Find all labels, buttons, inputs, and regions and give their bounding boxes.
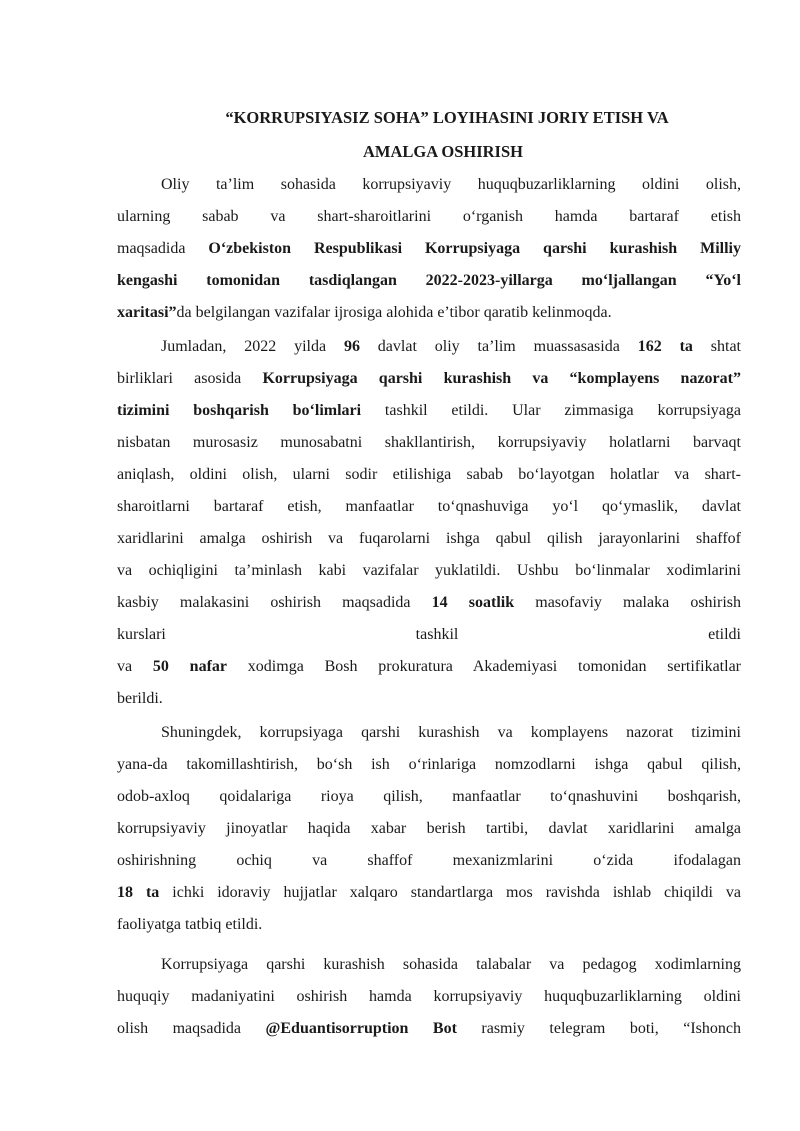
paragraph-line — [117, 561, 741, 581]
bold-text-run: @Eduantisorruption Bot — [265, 1020, 457, 1037]
bold-text-run: 96 — [343, 338, 360, 355]
paragraph-line — [161, 723, 741, 743]
paragraph-line — [117, 657, 741, 677]
text-run: odob-axloq qoidalariga rioya qilish, manfaatlar to‘qnashuvini boshqarish, — [117, 788, 741, 805]
document-title-line-2: AMALGA OSHIRISH — [363, 142, 523, 161]
paragraph-line — [117, 883, 741, 903]
text-run: Shuningdek, korrupsiyaga qarshi kurashish va komplayens nazorat tizimini — [161, 724, 741, 741]
text-run: va ochiqligini ta’minlash kabi vazifalar yuklatildi. Ushbu bo‘linmalar xodimlarini — [117, 562, 741, 579]
text-run: oshirishning ochiq va shaffof mexanizmlarini o‘zida ifodalagan — [117, 852, 741, 869]
text-run: Oliy ta’lim sohasida korrupsiyaviy huquqbuzarliklarning oldini olish, — [161, 176, 741, 193]
paragraph-line — [161, 175, 741, 195]
document-title-line-1: “KORRUPSIYASIZ SOHA” LOYIHASINI JORIY ETISH VA — [225, 108, 669, 127]
text-run: nisbatan murosasiz munosabatni shakllantirish, korrupsiyaviy holatlarni barvaqt — [117, 434, 741, 451]
paragraph-line — [117, 819, 741, 839]
text-run: xodimga Bosh prokuratura Akademiyasi tomonidan sertifikatlar — [227, 658, 741, 675]
paragraph-line — [117, 271, 741, 291]
bold-text-run: Korrupsiyaga qarshi kurashish va “komplayens nazorat” — [262, 370, 741, 387]
text-run: sharoitlarni bartaraf etish, manfaatlar to‘qnashuviga yo‘l qo‘ymaslik, davlat — [117, 498, 741, 515]
text-run: korrupsiyaviy jinoyatlar haqida xabar berish tartibi, davlat xaridlarini amalga — [117, 820, 741, 837]
text-run: maqsadida — [117, 240, 209, 257]
paragraph-line — [117, 465, 741, 485]
text-run: huquqiy madaniyatini oshirish hamda korrupsiyaviy huquqbuzarliklarning oldini — [117, 988, 741, 1005]
paragraph-line — [117, 987, 741, 1007]
text-run: da belgilangan vazifalar ijrosiga alohida e’tibor qaratib kelinmoqda. — [176, 304, 612, 321]
paragraph-line — [117, 303, 741, 323]
bold-text-run: xaritasi” — [117, 304, 177, 321]
text-run: kasbiy malakasini oshirish maqsadida — [117, 594, 432, 611]
paragraph-line — [161, 955, 741, 975]
text-run: va — [117, 658, 153, 675]
bold-text-run: tizimini boshqarish bo‘limlari — [117, 402, 362, 419]
bold-text-run: kengashi tomonidan tasdiqlangan 2022-2023-yillarga mo‘ljallangan “Yo‘l — [117, 272, 741, 289]
text-run: tashkil etildi. Ular zimmasiga korrupsiyaga — [361, 402, 742, 419]
text-run: faoliyatga tatbiq etildi. — [117, 916, 263, 933]
paragraph-line — [117, 401, 741, 421]
bold-text-run: 14 soatlik — [431, 594, 515, 611]
paragraph-line — [117, 239, 741, 259]
text-run: aniqlash, oldini olish, ularni sodir etilishiga sabab bo‘layotgan holatlar va shart- — [117, 466, 741, 483]
paragraph-line — [117, 529, 741, 549]
text-run: xaridlarini amalga oshirish va fuqarolarni ishga qabul qilish jarayonlarini shaffof — [117, 530, 741, 547]
text-run: yana-da takomillashtirish, bo‘sh ish o‘rinlariga nomzodlarni ishga qabul qilish, — [117, 756, 741, 773]
text-run: rasmiy telegram boti, “Ishonch — [456, 1020, 741, 1037]
text-run: davlat oliy ta’lim muassasasida — [359, 338, 638, 355]
paragraph-line — [117, 851, 741, 871]
paragraph-line — [117, 755, 741, 775]
paragraph-line — [117, 1019, 741, 1039]
text-run: olish maqsadida — [117, 1020, 266, 1037]
bold-text-run: 18 ta — [117, 884, 160, 901]
text-run: shtat — [692, 338, 741, 355]
text-run: birliklari asosida — [117, 370, 263, 387]
text-run: ichki idoraviy hujjatlar xalqaro standartlarga mos ravishda ishlab chiqildi va — [159, 884, 741, 901]
text-run: masofaviy malaka oshirish — [514, 594, 741, 611]
paragraph-line — [117, 689, 741, 709]
paragraph-line — [117, 207, 741, 227]
bold-text-run: 50 nafar — [152, 658, 228, 675]
bold-text-run: 162 ta — [637, 338, 693, 355]
paragraph-line — [117, 433, 741, 453]
paragraph-line — [117, 625, 741, 645]
paragraph-line — [117, 369, 741, 389]
paragraph-line — [117, 915, 741, 935]
text-run: Jumladan, 2022 yilda — [161, 338, 344, 355]
text-run: Korrupsiyaga qarshi kurashish sohasida talabalar va pedagog xodimlarning — [161, 956, 741, 973]
paragraph-line — [117, 497, 741, 517]
text-run: berildi. — [117, 690, 163, 707]
paragraph-line — [117, 593, 741, 613]
bold-text-run: O‘zbekiston Respublikasi Korrupsiyaga qarshi kurashish Milliy — [208, 240, 742, 257]
text-run: ularning sabab va shart-sharoitlarini o‘rganish hamda bartaraf etish — [117, 208, 741, 225]
paragraph-line — [161, 337, 741, 357]
paragraph-line — [117, 787, 741, 807]
text-run: kurslari tashkil etildi — [117, 626, 741, 643]
